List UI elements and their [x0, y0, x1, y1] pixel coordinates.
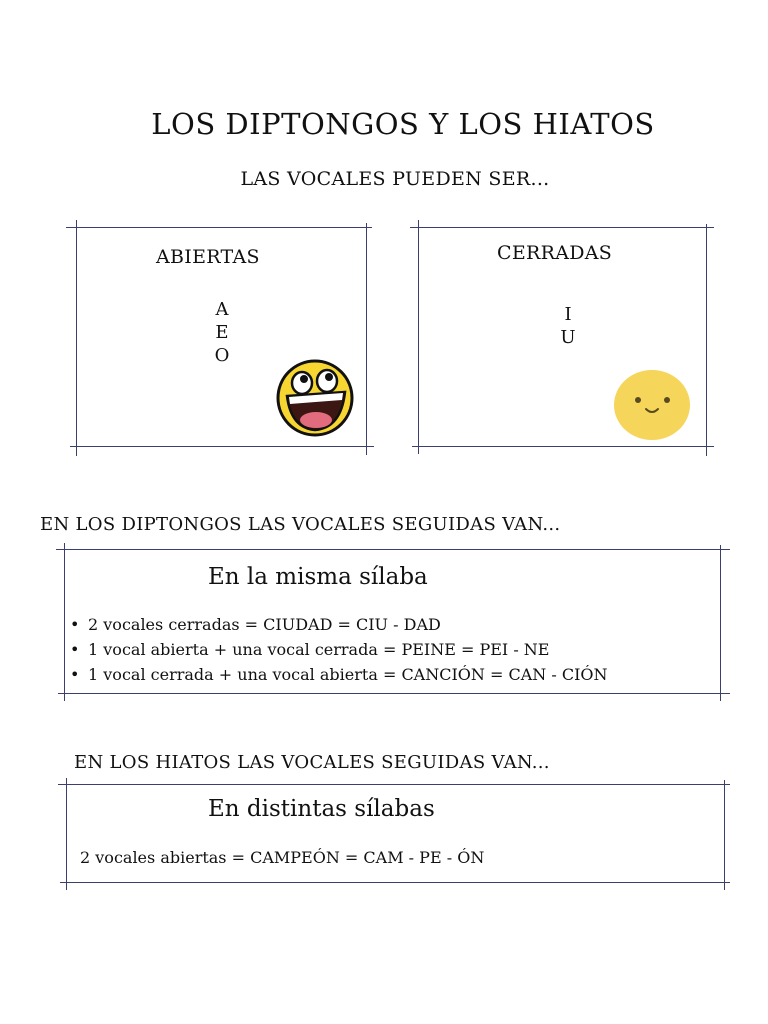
diptongos-heading: EN LOS DIPTONGOS LAS VOCALES SEGUIDAS VAN...	[40, 514, 561, 535]
list-item	[68, 612, 608, 637]
open-vowels-list	[204, 298, 240, 367]
rule-text: 1 vocal cerrada + una vocal abierta = CANCIÓN = CAN - CIÓN	[88, 665, 608, 684]
diptongos-box-title: En la misma sílaba	[208, 564, 428, 590]
closed-vowels-label: CERRADAS	[497, 242, 613, 264]
hiatos-heading: EN LOS HIATOS LAS VOCALES SEGUIDAS VAN...	[74, 752, 550, 773]
laughing-face-icon	[275, 358, 355, 438]
vowel-u: U	[560, 327, 576, 348]
vowel-o: O	[214, 345, 230, 366]
diptongos-rules	[68, 612, 608, 687]
bullet-icon: •	[70, 640, 80, 659]
rule-text: 2 vocales cerradas = CIUDAD = CIU - DAD	[88, 615, 441, 634]
hiatos-box-title: En distintas sílabas	[208, 796, 435, 822]
page-subtitle: LAS VOCALES PUEDEN SER...	[240, 168, 550, 190]
rule-text: 1 vocal abierta + una vocal cerrada = PEINE = PEI - NE	[88, 640, 550, 659]
bullet-icon: •	[70, 615, 80, 634]
list-item	[68, 662, 608, 687]
page-title: LOS DIPTONGOS Y LOS HIATOS	[151, 107, 655, 142]
vowel-i: I	[564, 304, 572, 325]
open-vowels-label: ABIERTAS	[156, 246, 260, 268]
closed-vowels-list	[550, 303, 586, 349]
smiling-face-icon	[612, 368, 692, 442]
bullet-icon: •	[70, 665, 80, 684]
hiatos-rule: 2 vocales abiertas = CAMPEÓN = CAM - PE - ÓN	[80, 848, 485, 867]
vowel-a: A	[215, 299, 229, 320]
list-item	[68, 637, 608, 662]
vowel-e: E	[215, 322, 229, 343]
